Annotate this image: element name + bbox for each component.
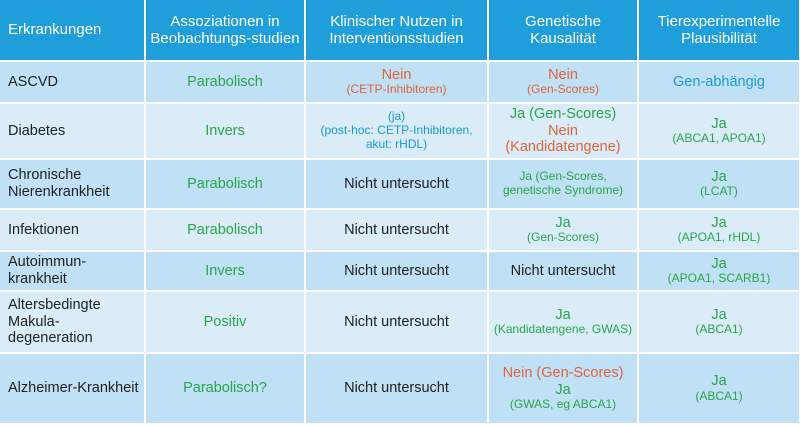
genetic-cell <box>488 61 638 103</box>
animal-main: Ja <box>711 214 727 231</box>
table-row <box>0 209 800 251</box>
table-row <box>0 159 800 209</box>
animal-cell <box>638 103 800 159</box>
animal-sub: (APOA1, rHDL) <box>677 230 761 245</box>
disease-cell: Diabetes <box>0 103 145 159</box>
table-row <box>0 353 800 424</box>
animal-main: Gen-abhängig <box>673 73 765 90</box>
genetic-main: Nein <box>548 66 578 83</box>
genetic-sub: (Gen-Scores) <box>526 230 600 245</box>
genetic-cell: Nicht untersucht <box>488 251 638 291</box>
genetic-cell <box>488 353 638 424</box>
association-cell: Parabolisch <box>145 209 305 251</box>
disease-cell: Altersbedingte Makula-degeneration <box>0 291 145 353</box>
genetic-sub: (Gen-Scores) <box>526 82 600 97</box>
disease-cell: Infektionen <box>0 209 145 251</box>
clinical-cell: Nicht untersucht <box>305 291 488 353</box>
genetic-main: Nein (Gen-Scores) <box>502 364 624 381</box>
association-cell: Positiv <box>145 291 305 353</box>
header-erkrankungen: Erkrankungen <box>0 0 145 61</box>
disease-cell: Alzheimer-Krankheit <box>0 353 145 424</box>
animal-sub: (APOA1, SCARB1) <box>667 271 771 286</box>
clinical-sub: (CETP-Inhibitoren) <box>346 82 447 97</box>
table-row <box>0 291 800 353</box>
clinical-sub: (post-hoc: CETP-Inhibitoren, akut: rHDL) <box>320 123 473 151</box>
clinical-cell: Nicht untersucht <box>305 209 488 251</box>
clinical-main: (ja) <box>387 109 406 124</box>
genetic-main2: Ja <box>555 381 571 398</box>
genetic-sub: (GWAS, eg ABCA1) <box>509 397 617 412</box>
animal-cell <box>638 291 800 353</box>
table-row <box>0 61 800 103</box>
disease-cell: ASCVD <box>0 61 145 103</box>
genetic-cell <box>488 209 638 251</box>
animal-main: Ja <box>711 373 727 390</box>
header-row <box>0 0 800 61</box>
clinical-cell: Nicht untersucht <box>305 159 488 209</box>
genetic-main: Ja <box>555 306 571 323</box>
association-cell: Invers <box>145 251 305 291</box>
header-klinischer-nutzen: Klinischer Nutzen in Interventionsstudien <box>305 0 488 61</box>
animal-main: Ja <box>711 168 727 185</box>
animal-cell <box>638 353 800 424</box>
header-assoziationen: Assoziationen in Beobachtungs-studien <box>145 0 305 61</box>
association-cell: Parabolisch <box>145 61 305 103</box>
animal-sub: (ABCA1) <box>695 388 743 403</box>
animal-cell <box>638 209 800 251</box>
genetic-cell: Ja (Gen-Scores, genetische Syndrome) <box>488 159 638 209</box>
animal-cell <box>638 61 800 103</box>
genetic-main2: Nein (Kandidatengene) <box>505 122 621 156</box>
header-genetische-kausalitaet: Genetische Kausalität <box>488 0 638 61</box>
clinical-main: Nein <box>381 66 412 83</box>
genetic-cell <box>488 291 638 353</box>
genetic-main: Ja <box>555 214 571 231</box>
disease-cell: Autoimmun-krankheit <box>0 251 145 291</box>
animal-main: Ja <box>711 115 727 132</box>
clinical-cell: Nicht untersucht <box>305 251 488 291</box>
animal-sub: (ABCA1) <box>695 322 743 337</box>
table-row <box>0 103 800 159</box>
association-cell: Parabolisch? <box>145 353 305 424</box>
association-cell: Invers <box>145 103 305 159</box>
header-tierexperimentelle-plausibilitaet: Tierexperimentelle Plausibilität <box>638 0 800 61</box>
table-row <box>0 251 800 291</box>
clinical-cell: Nicht untersucht <box>305 353 488 424</box>
animal-sub: (LCAT) <box>700 184 738 199</box>
genetic-cell <box>488 103 638 159</box>
animal-main: Ja <box>711 306 727 323</box>
clinical-cell <box>305 61 488 103</box>
association-cell: Parabolisch <box>145 159 305 209</box>
genetic-sub: (Kandidatengene, GWAS) <box>493 322 633 337</box>
genetic-main: Ja (Gen-Scores) <box>509 105 617 122</box>
animal-sub: (ABCA1, APOA1) <box>672 131 766 146</box>
disease-cell: Chronische Nierenkrankheit <box>0 159 145 209</box>
animal-cell <box>638 251 800 291</box>
clinical-cell <box>305 103 488 159</box>
animal-main: Ja <box>711 255 727 272</box>
animal-cell <box>638 159 800 209</box>
